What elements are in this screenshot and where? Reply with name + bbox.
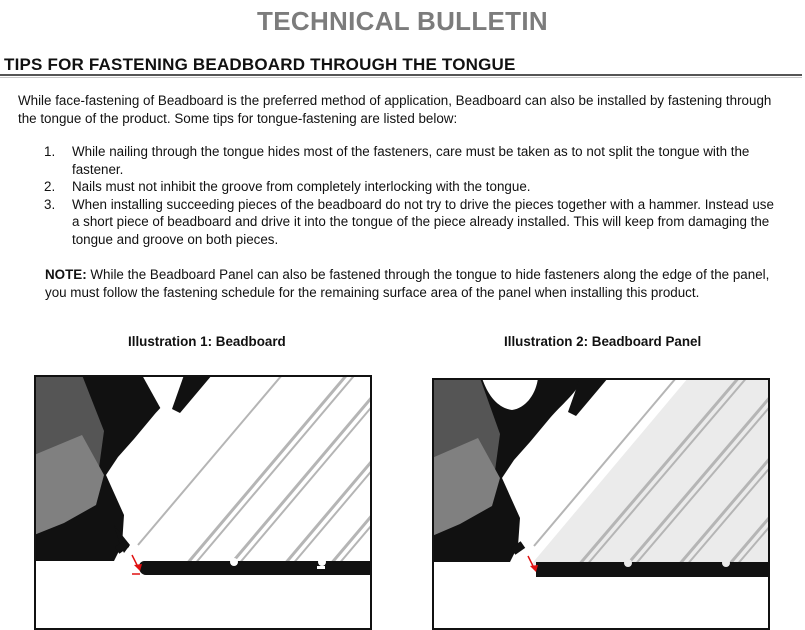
beadboard-drawing	[34, 375, 372, 630]
note-text: While the Beadboard Panel can also be fastened through the tongue to hide fasteners along the edge of the panel, you must follow the fastening schedule for the remaining surface area of the panel when installing this product.	[45, 267, 770, 300]
beadboard-panel-drawing	[432, 378, 770, 630]
illustration-1-caption: Illustration 1: Beadboard	[128, 334, 286, 349]
list-text: While nailing through the tongue hides most of the fasteners, care must be taken as to not split the tongue with the fastener.	[72, 144, 750, 177]
illustration-2-caption: Illustration 2: Beadboard Panel	[504, 334, 702, 349]
groove	[318, 558, 326, 566]
list-text: Nails must not inhibit the groove from completely interlocking with the tongue.	[72, 179, 531, 194]
beadboard-strip	[139, 561, 372, 575]
list-number: 2.	[44, 179, 56, 194]
intro-paragraph: While face-fastening of Beadboard is the preferred method of application, Beadboard can also be installed by fastening through the tongue of the product. Some tips for tongue-fastening are listed below:	[18, 93, 772, 126]
note-paragraph	[45, 266, 785, 301]
list-number: 1.	[44, 144, 56, 159]
illustration-1-beadboard	[34, 375, 372, 630]
illustration-2-beadboard-panel	[432, 378, 770, 630]
list-item	[44, 178, 784, 196]
groove	[230, 558, 238, 566]
header-divider-shadow	[0, 77, 802, 78]
list-item	[44, 196, 784, 249]
groove	[722, 559, 730, 567]
groove	[624, 559, 632, 567]
bulletin-title: TECHNICAL BULLETIN	[257, 6, 548, 36]
list-text: When installing succeeding pieces of the beadboard do not try to drive the pieces together with a hammer. Instead use a short piece of beadboard and drive it into the tongue of the piece already installed. This will keep from damaging the tongue and groove on both pieces.	[72, 196, 774, 247]
list-item	[44, 143, 784, 178]
beadboard-panel-strip	[536, 562, 770, 577]
tips-list	[44, 143, 784, 248]
header-divider	[0, 74, 802, 76]
note-label: NOTE:	[45, 267, 87, 282]
bulletin-subtitle: TIPS FOR FASTENING BEADBOARD THROUGH THE TONGUE	[4, 55, 516, 74]
list-number: 3.	[44, 196, 56, 212]
tongue-gap	[317, 566, 325, 569]
